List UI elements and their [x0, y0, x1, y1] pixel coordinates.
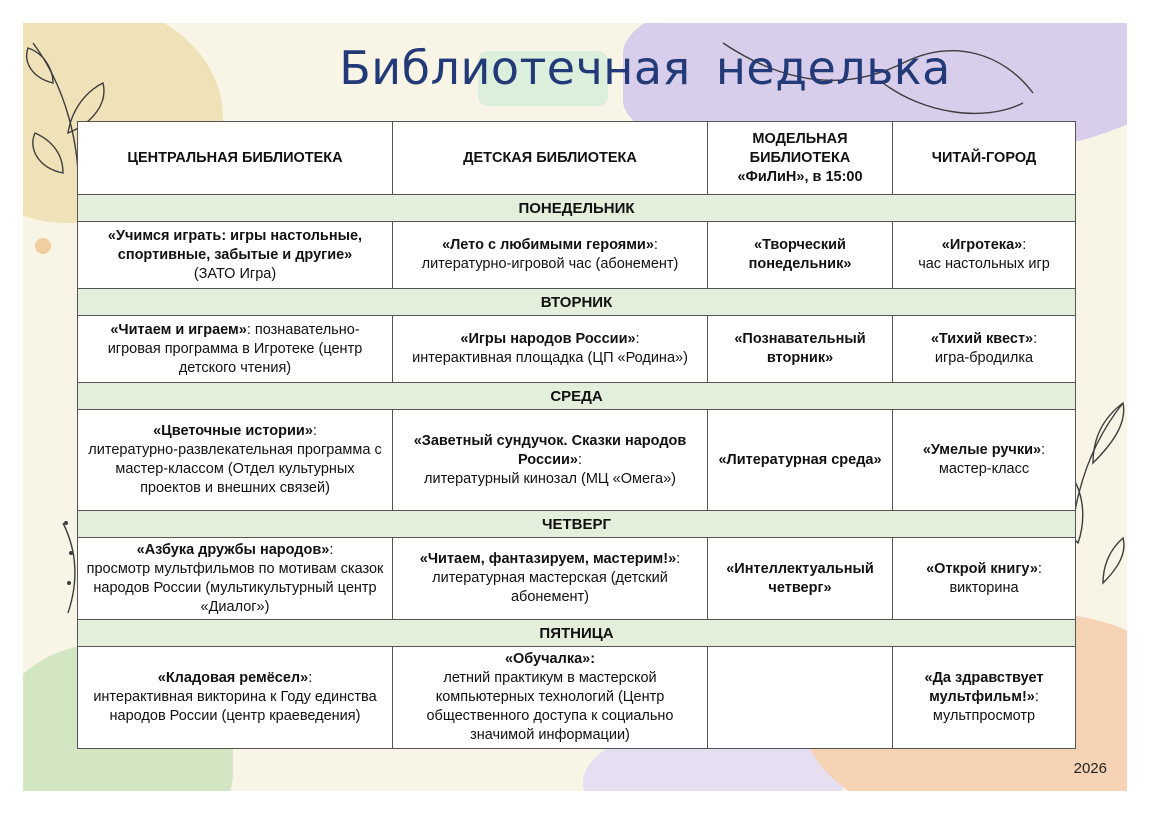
event-description: литературно-развлекательная программа с мастер-классом (Отдел культурных проектов и внешних связей) [88, 442, 382, 496]
event-cell [893, 222, 1076, 289]
year-label: 2026 [1073, 760, 1107, 777]
table-row [78, 316, 1076, 383]
table-row [78, 410, 1076, 511]
event-separator: : [1037, 560, 1042, 577]
event-description: (ЗАТО Игра) [193, 265, 277, 282]
event-separator: : [577, 451, 583, 468]
event-cell [708, 222, 893, 289]
day-label: СРЕДА [78, 383, 1076, 410]
event-separator: : [635, 331, 640, 347]
event-title: «Азбука дружбы народов» [136, 541, 330, 558]
day-row [78, 620, 1076, 647]
table-header-row [78, 122, 1076, 195]
event-description: просмотр мультфильмов по мотивам сказок народов России (мультикультурный центр «Диалог») [86, 560, 384, 615]
event-title: «Да здравствует мультфильм!» [924, 670, 1044, 705]
day-row [78, 383, 1076, 410]
column-header: ЦЕНТРАЛЬНАЯ БИБЛИОТЕКА [78, 122, 393, 195]
event-title: «Кладовая ремёсел» [157, 670, 309, 686]
event-separator: : [246, 321, 255, 338]
event-separator: : [1033, 331, 1038, 347]
event-title: «Умелые ручки» [922, 442, 1042, 458]
event-description: летний практикум в мастерской компьютерных технологий (Центр общественного доступа к социально значимой информации) [426, 670, 674, 743]
event-cell [393, 316, 708, 383]
event-description: мультпросмотр [932, 708, 1036, 724]
event-cell [393, 647, 708, 749]
event-title: «Открой книгу» [926, 560, 1038, 577]
event-separator: : [312, 423, 317, 439]
event-cell [708, 538, 893, 620]
poster [23, 23, 1127, 791]
event-title: «Интеллектуальный четверг» [726, 560, 874, 596]
event-cell [893, 410, 1076, 511]
day-row [78, 511, 1076, 538]
table-row [78, 222, 1076, 289]
page-title: Библиотечная неделька [339, 41, 951, 95]
day-label: ПЯТНИЦА [78, 620, 1076, 647]
schedule-table [77, 121, 1076, 749]
event-separator: : [329, 541, 334, 558]
table-row [78, 538, 1076, 620]
column-header: ДЕТСКАЯ БИБЛИОТЕКА [393, 122, 708, 195]
event-title: «Читаем, фантазируем, мастерим!» [419, 551, 677, 567]
event-separator: : [1022, 237, 1027, 253]
event-description: час настольных игр [918, 256, 1050, 272]
day-label: ПОНЕДЕЛЬНИК [78, 195, 1076, 222]
event-cell [708, 316, 893, 383]
event-title: «Лето с любимыми героями» [442, 237, 654, 253]
event-separator: : [308, 670, 313, 686]
event-description: викторина [949, 579, 1019, 596]
column-header: МОДЕЛЬНАЯ БИБЛИОТЕКА «ФиЛиН», в 15:00 [708, 122, 893, 195]
event-description: игра-бродилка [934, 350, 1034, 366]
event-separator: : [1034, 689, 1039, 705]
event-title: «Обучалка»: [504, 651, 596, 667]
event-cell [78, 222, 393, 289]
event-title: «Литературная среда» [718, 451, 882, 468]
event-cell [893, 538, 1076, 620]
event-description: литературно-игровой час (абонемент) [421, 256, 679, 272]
event-title: «Учимся играть: игры настольные, спортивные, забытые и другие» [107, 227, 363, 263]
event-cell [393, 538, 708, 620]
table-row [78, 647, 1076, 749]
event-description: интерактивная площадка (ЦП «Родина») [412, 350, 688, 366]
day-row [78, 289, 1076, 316]
event-title: «Читаем и играем» [110, 321, 247, 338]
event-separator: : [1041, 442, 1046, 458]
event-title: «Заветный сундучок. Сказки народов России» [413, 432, 687, 468]
event-separator: : [676, 551, 681, 567]
event-cell [393, 410, 708, 511]
event-cell [393, 222, 708, 289]
event-title: «Цветочные истории» [153, 423, 313, 439]
event-separator: : [653, 237, 658, 253]
event-cell [893, 647, 1076, 749]
event-title: «Игры народов России» [460, 331, 636, 347]
event-cell [893, 316, 1076, 383]
event-cell [78, 410, 393, 511]
event-cell [78, 647, 393, 749]
event-description: литературный кинозал (МЦ «Омега») [424, 470, 676, 487]
event-title: «Тихий квест» [930, 331, 1034, 347]
day-row [78, 195, 1076, 222]
event-title: «Игротека» [941, 237, 1023, 253]
event-cell [708, 410, 893, 511]
event-description: познавательно-игровая программа в Игротеке (центр детского чтения) [107, 321, 363, 376]
event-description: интерактивная викторина к Году единства народов России (центр краеведения) [93, 689, 377, 724]
column-header: ЧИТАЙ-ГОРОД [893, 122, 1076, 195]
event-title: «Творческий понедельник» [748, 237, 852, 272]
event-cell [78, 316, 393, 383]
event-description: литературная мастерская (детский абонемент) [432, 570, 668, 605]
event-cell-empty [708, 647, 893, 749]
event-description: мастер-класс [938, 461, 1030, 477]
event-title: «Познавательный вторник» [734, 331, 866, 366]
day-label: ВТОРНИК [78, 289, 1076, 316]
event-cell [78, 538, 393, 620]
day-label: ЧЕТВЕРГ [78, 511, 1076, 538]
